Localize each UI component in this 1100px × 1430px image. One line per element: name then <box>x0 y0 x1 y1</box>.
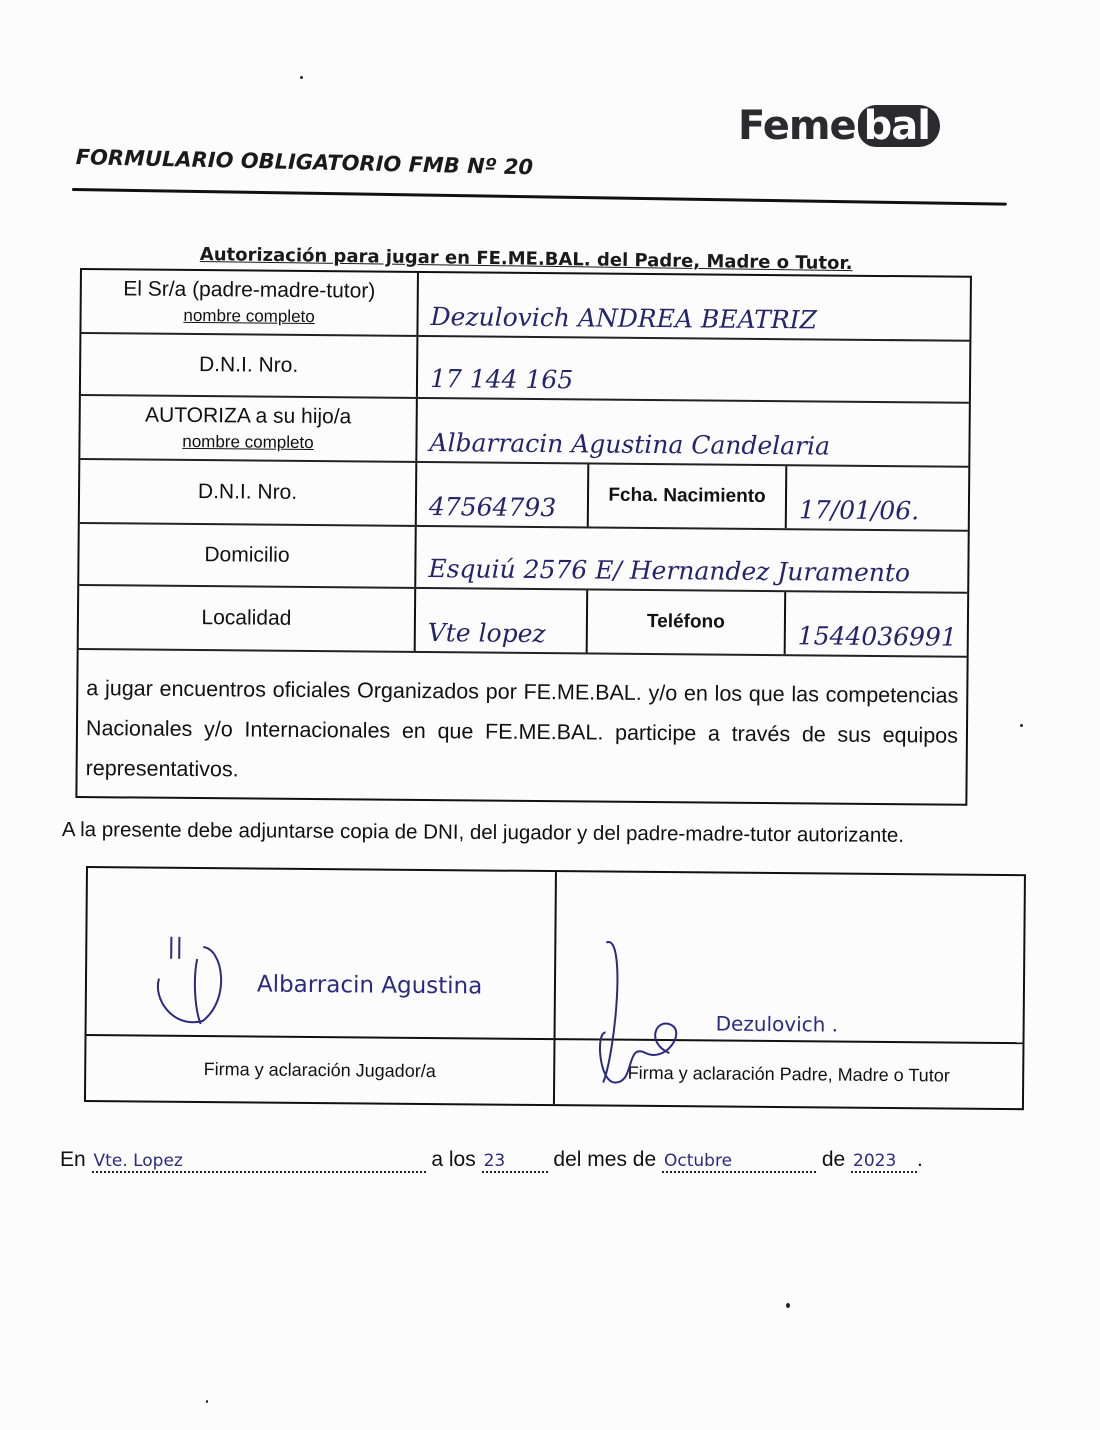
locality-value: Vte lopez <box>427 618 546 649</box>
child-name-row <box>80 396 969 468</box>
paper-speck <box>786 1303 790 1308</box>
form-title: FORMULARIO OBLIGATORIO FMB Nº 20 <box>75 145 534 180</box>
paper-speck <box>300 76 303 79</box>
logo-text: Feme <box>738 103 856 149</box>
child-dni-label: D.N.I. Nro. <box>80 460 418 525</box>
logo-ball: bal <box>858 105 940 147</box>
paper-speck <box>206 1400 208 1403</box>
parent-signature-column <box>553 872 1024 1108</box>
parent-name-row <box>81 270 970 342</box>
month-label: del mes de <box>553 1148 657 1171</box>
child-dni-value: 47564793 <box>428 492 557 523</box>
player-signature-scribble <box>143 929 244 1030</box>
year-label: de <box>821 1148 846 1171</box>
parent-label-cell <box>81 270 419 335</box>
player-signature-field[interactable] <box>87 868 555 1040</box>
a-los-label: a los <box>431 1148 476 1171</box>
authorization-table <box>75 268 972 806</box>
place-date-line <box>60 1148 923 1173</box>
parent-sublabel: nombre completo <box>183 305 315 327</box>
authorization-statement: a jugar encuentros oficiales Organizados por FE.ME.BAL. y/o en los que las competencias Nacionales y/o Internacionales en que FE.ME.BAL. participe a través de sus equipos representativos. <box>85 676 959 782</box>
attachment-note: A la presente debe adjuntarse copia de DNI, del jugador y del padre-madre-tutor autorizante. <box>61 818 905 847</box>
child-name-field[interactable] <box>417 399 969 466</box>
parent-signature-text: Dezulovich . <box>715 1011 839 1037</box>
address-label: Domicilio <box>79 524 417 587</box>
statement-row <box>77 650 966 804</box>
parent-name-field[interactable] <box>418 273 970 340</box>
locality-split <box>416 589 968 656</box>
child-dni-split <box>417 463 969 530</box>
locality-field[interactable] <box>416 589 587 652</box>
child-dni-row <box>80 460 969 532</box>
child-sublabel: nombre completo <box>182 431 314 453</box>
locality-row <box>79 586 968 658</box>
parent-dni-field[interactable] <box>418 337 970 402</box>
address-field[interactable] <box>416 527 968 592</box>
birthdate-value: 17/01/06. <box>798 495 920 526</box>
locality-label: Localidad <box>79 586 416 651</box>
day-field[interactable]: 23 <box>482 1151 548 1173</box>
form-subtitle: Autorización para jugar en FE.ME.BAL. del Padre, Madre o Tutor. <box>199 244 853 275</box>
phone-field[interactable] <box>786 592 968 656</box>
player-signature-column <box>86 868 555 1104</box>
parent-dni-row <box>81 334 970 404</box>
title-divider <box>72 188 1007 206</box>
parent-name-value: Dezulovich ANDREA BEATRIZ <box>430 302 818 335</box>
femebal-logo <box>738 103 940 149</box>
month-field[interactable]: Octubre <box>662 1151 816 1173</box>
en-label: En <box>60 1148 86 1171</box>
player-signature-text: Albarracin Agustina <box>256 971 483 1000</box>
signature-table <box>84 866 1026 1110</box>
address-row <box>79 524 968 594</box>
player-signature-caption: Firma y aclaración Jugador/a <box>203 1058 436 1081</box>
parent-signature-scribble <box>575 932 706 1103</box>
child-label: AUTORIZA a su hijo/a <box>145 403 352 429</box>
child-label-cell <box>80 396 418 461</box>
parent-signature-caption: Firma y aclaración Padre, Madre o Tutor <box>627 1062 950 1086</box>
address-value: Esquiú 2576 E/ Hernandez Juramento <box>428 554 911 588</box>
parent-label: El Sr/a (padre-madre-tutor) <box>123 277 376 303</box>
parent-dni-label: D.N.I. Nro. <box>81 334 419 397</box>
child-dni-field[interactable] <box>417 463 588 526</box>
phone-label: Teléfono <box>586 590 787 654</box>
place-field[interactable]: Vte. Lopez <box>92 1151 426 1173</box>
year-field[interactable]: 2023 <box>851 1151 917 1173</box>
birthdate-label: Fcha. Nacimiento <box>587 464 788 528</box>
child-name-value: Albarracin Agustina Candelaria <box>429 428 831 461</box>
phone-value: 1544036991 <box>797 621 957 652</box>
birthdate-field[interactable] <box>787 466 969 530</box>
parent-dni-value: 17 144 165 <box>429 364 574 395</box>
line-end: . <box>917 1148 923 1171</box>
paper-speck <box>1020 724 1023 727</box>
parent-signature-field[interactable] <box>555 872 1023 1044</box>
